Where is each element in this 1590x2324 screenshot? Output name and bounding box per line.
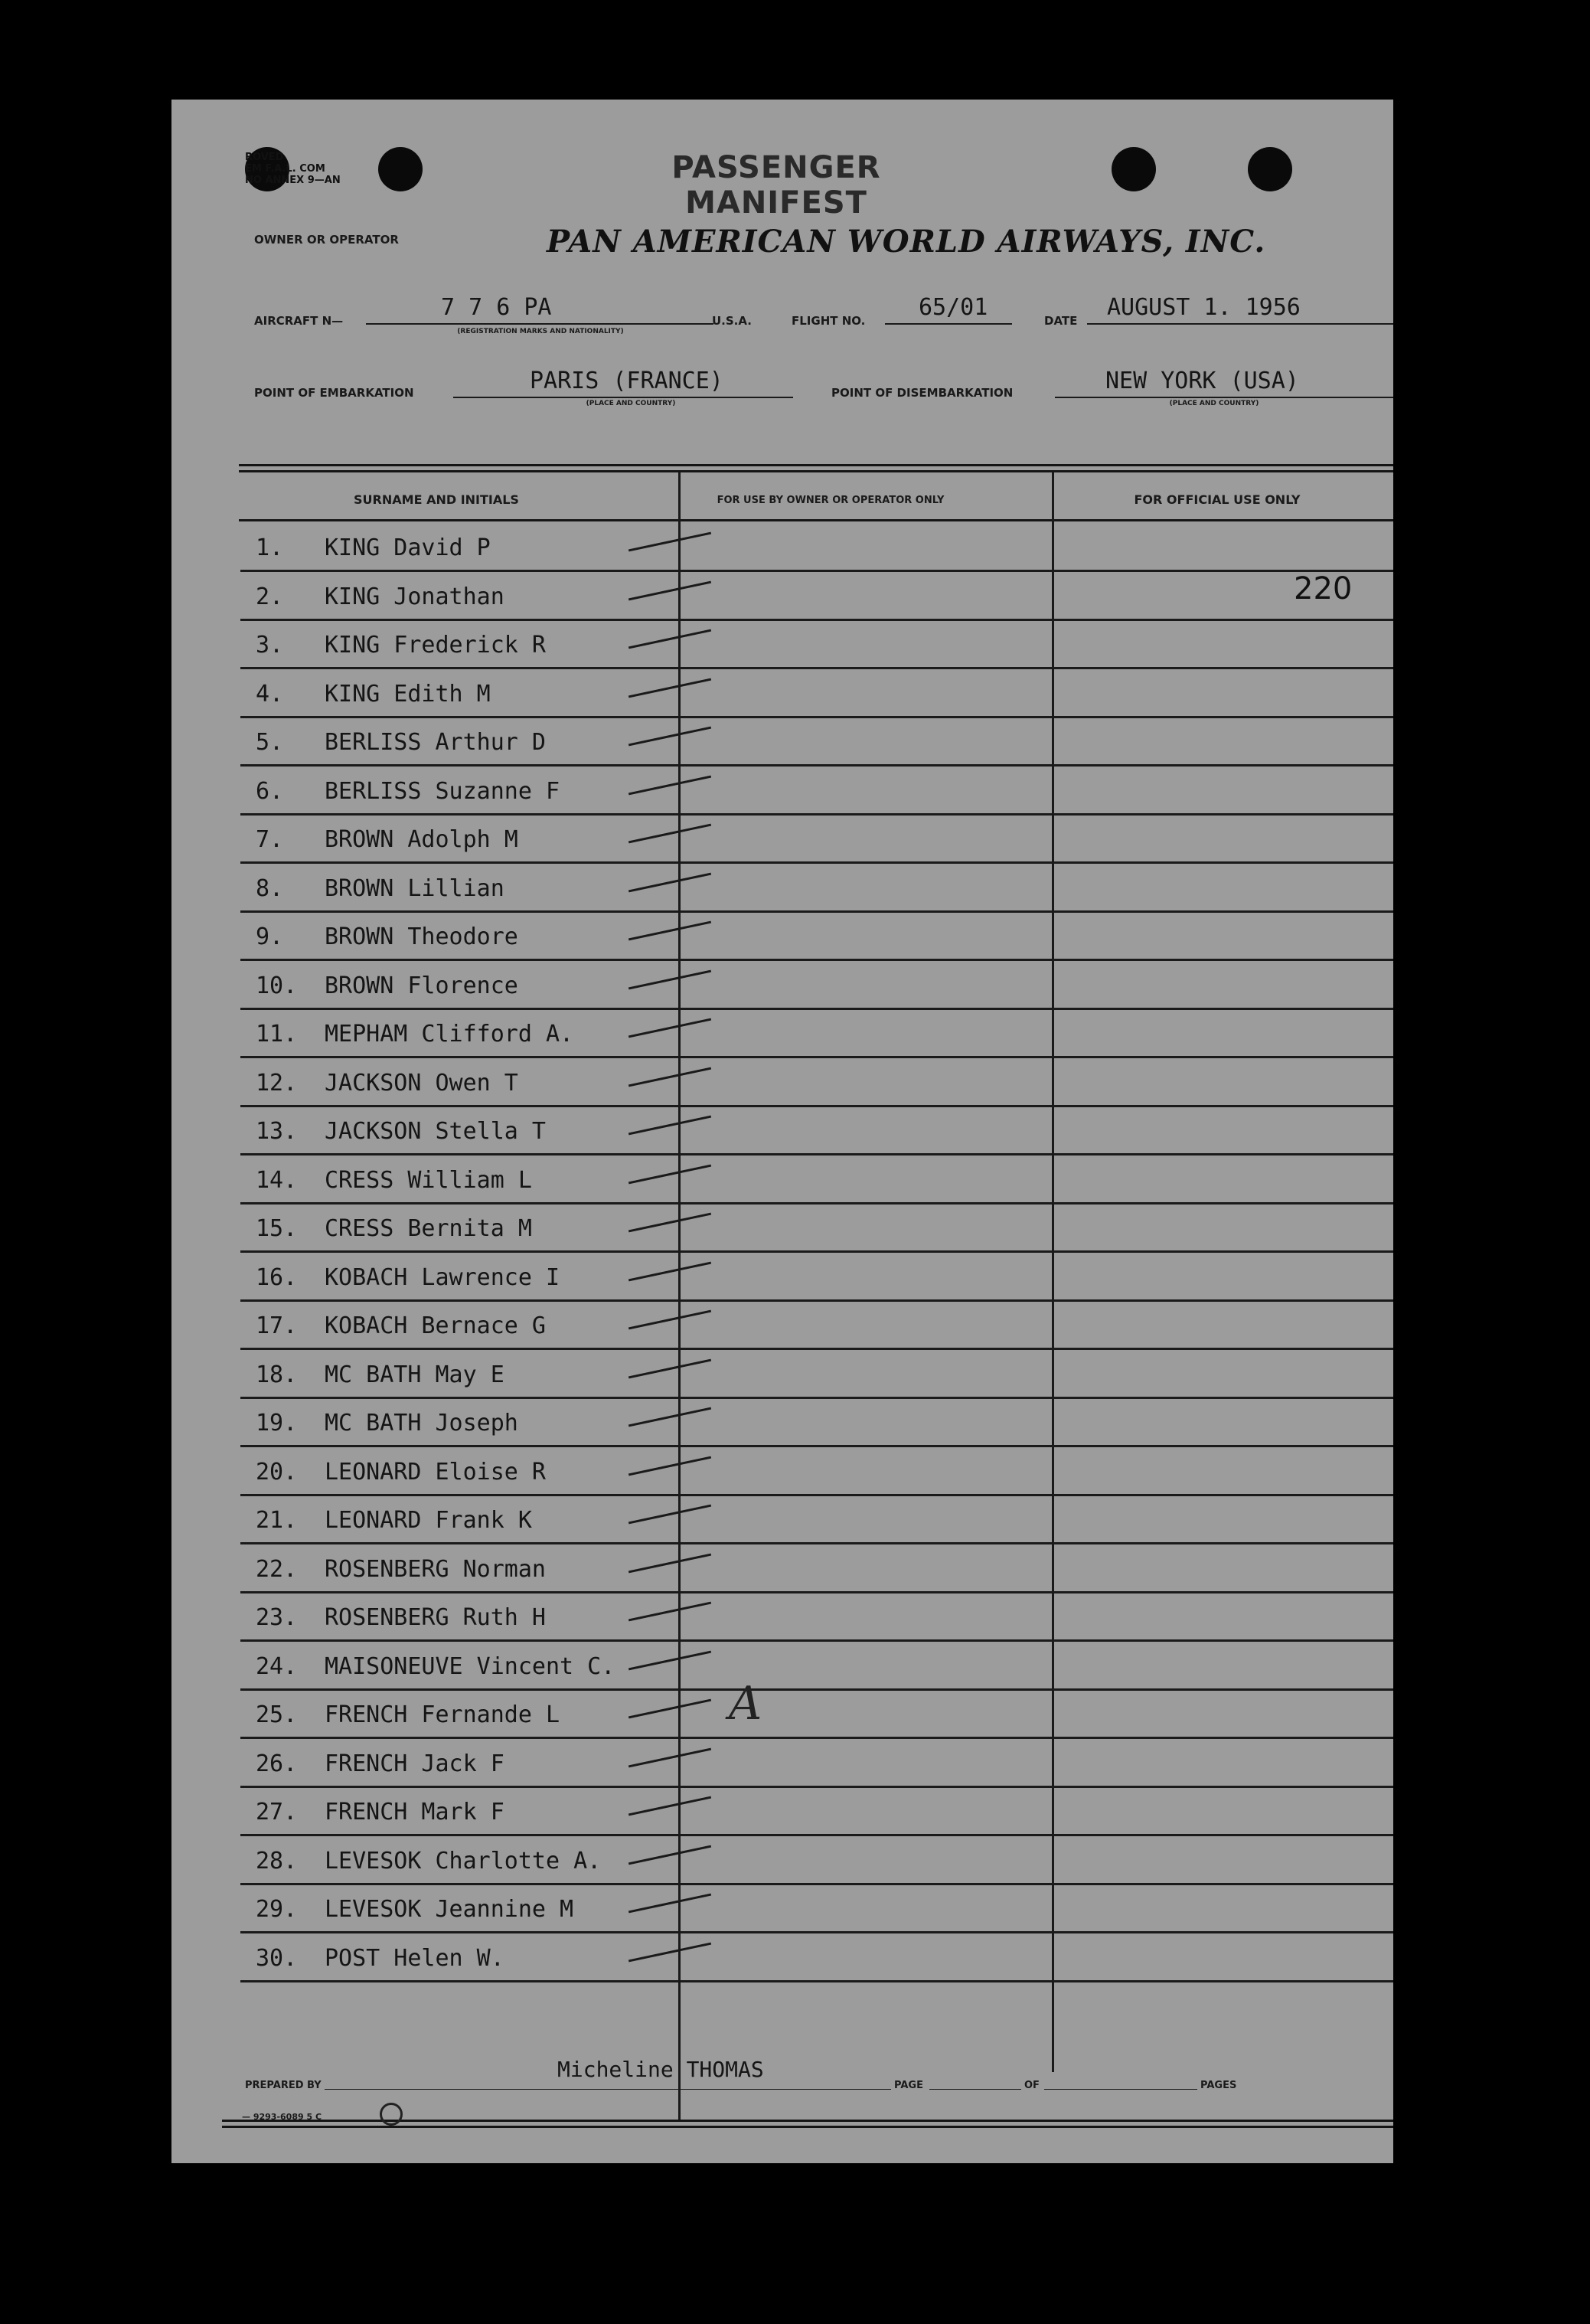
table-row (240, 718, 1393, 766)
approval-stamp: ROVED EM F.A.L. COM NO ANNEX 9—AN (245, 152, 341, 186)
embarkation-underline (453, 397, 793, 398)
passenger-name: BROWN Lillian (325, 874, 504, 902)
owner-label: OWNER OR OPERATOR (254, 233, 399, 247)
passenger-number: 22. (256, 1555, 298, 1583)
table-row (240, 573, 1393, 621)
check-mark (628, 1067, 711, 1087)
passenger-number: 27. (256, 1799, 298, 1826)
passenger-number: 23. (256, 1604, 298, 1631)
table-row (240, 1351, 1393, 1399)
passenger-name: MC BATH Joseph (325, 1410, 518, 1437)
check-mark (628, 1602, 711, 1622)
check-mark (628, 678, 711, 698)
passenger-number: 3. (256, 632, 284, 659)
table-row (240, 670, 1393, 718)
passenger-number: 25. (256, 1701, 298, 1728)
table-row (240, 1010, 1393, 1058)
passenger-number: 17. (256, 1312, 298, 1339)
passenger-number: 30. (256, 1944, 298, 1972)
check-mark (628, 1894, 711, 1914)
passenger-name: BROWN Theodore (325, 923, 518, 950)
table-row (240, 1059, 1393, 1107)
date-label: DATE (1044, 314, 1078, 328)
passenger-number: 4. (256, 680, 284, 708)
passenger-name: KOBACH Bernace G (325, 1312, 546, 1339)
aircraft-sublabel: (REGISTRATION MARKS AND NATIONALITY) (457, 328, 624, 335)
prepared-by-value: Micheline THOMAS (557, 2057, 764, 2082)
passenger-name: LEVESOK Charlotte A. (325, 1847, 602, 1875)
check-mark (628, 1261, 711, 1281)
passenger-number: 1. (256, 534, 284, 561)
passenger-name: CRESS William L (325, 1166, 532, 1194)
check-mark (628, 629, 711, 649)
passenger-number: 2. (256, 583, 284, 610)
table-row (240, 1642, 1393, 1691)
passenger-number: 26. (256, 1750, 298, 1777)
handwritten-mark: A (729, 1677, 762, 1731)
passenger-name: JACKSON Stella T (325, 1118, 546, 1145)
table-row (240, 1788, 1393, 1836)
check-mark (628, 1650, 711, 1670)
printer-emblem-icon (380, 2103, 403, 2126)
passenger-name: FRENCH Mark F (325, 1799, 504, 1826)
header-rule (239, 464, 1393, 466)
table-row (240, 1691, 1393, 1739)
table-row (240, 1545, 1393, 1593)
disembarkation-underline (1055, 397, 1393, 398)
passenger-name: JACKSON Owen T (325, 1069, 518, 1097)
table-row (240, 962, 1393, 1010)
passenger-name: CRESS Bernita M (325, 1215, 532, 1242)
check-mark (628, 727, 711, 747)
date-value: AUGUST 1. 1956 (1107, 294, 1301, 321)
check-mark (628, 1164, 711, 1184)
passenger-name: BROWN Adolph M (325, 826, 518, 853)
column-header-official: FOR OFFICIAL USE ONLY (1134, 492, 1301, 507)
check-mark (628, 1796, 711, 1816)
header-rule (239, 519, 1393, 521)
table-row (240, 1107, 1393, 1155)
embarkation-sublabel: (PLACE AND COUNTRY) (586, 400, 676, 407)
check-mark (628, 1699, 711, 1719)
table-row (240, 767, 1393, 816)
passenger-number: 28. (256, 1847, 298, 1875)
page-underline (929, 2089, 1021, 2090)
passenger-number: 19. (256, 1410, 298, 1437)
passenger-number: 7. (256, 826, 284, 853)
page-label: PAGE (894, 2080, 923, 2091)
embarkation-label: POINT OF EMBARKATION (254, 386, 414, 400)
company-name: PAN AMERICAN WORLD AIRWAYS, INC. (547, 224, 1266, 260)
passenger-number: 11. (256, 1021, 298, 1048)
disembarkation-label: POINT OF DISEMBARKATION (831, 386, 1014, 400)
aircraft-underline (366, 323, 713, 325)
flight-label: FLIGHT NO. (792, 314, 866, 328)
passenger-number: 24. (256, 1652, 298, 1680)
passenger-name: KING David P (325, 534, 491, 561)
check-mark (628, 1358, 711, 1378)
punch-hole (1112, 147, 1156, 191)
aircraft-label: AIRCRAFT N— (254, 314, 344, 328)
passenger-name: POST Helen W. (325, 1944, 504, 1972)
header-rule (239, 470, 1393, 472)
passenger-name: KING Edith M (325, 680, 491, 708)
table-row (240, 1837, 1393, 1885)
usa-label: U.S.A. (712, 314, 752, 328)
passenger-number: 12. (256, 1069, 298, 1097)
table-row (240, 524, 1393, 572)
check-mark (628, 532, 711, 552)
passenger-name: FRENCH Fernande L (325, 1701, 560, 1728)
check-mark (628, 872, 711, 892)
table-row (240, 913, 1393, 961)
form-code: — 9293-6089 5 C (242, 2112, 322, 2122)
aircraft-value: 7 7 6 PA (441, 294, 552, 321)
passenger-name: BROWN Florence (325, 972, 518, 999)
check-mark (628, 1845, 711, 1865)
column-header-owner: FOR USE BY OWNER OR OPERATOR ONLY (717, 495, 945, 506)
check-mark (628, 1505, 711, 1525)
passenger-number: 15. (256, 1215, 298, 1242)
table-row (240, 816, 1393, 864)
check-mark (628, 1942, 711, 1962)
of-label: OF (1024, 2080, 1040, 2091)
check-mark (628, 1018, 711, 1038)
passenger-name: LEONARD Frank K (325, 1507, 532, 1534)
passenger-name: KING Frederick R (325, 632, 546, 659)
table-row (240, 1496, 1393, 1544)
check-mark (628, 580, 711, 600)
passenger-number: 5. (256, 729, 284, 756)
check-mark (628, 1407, 711, 1427)
passenger-name: KING Jonathan (325, 583, 504, 610)
table-row (240, 1399, 1393, 1447)
passenger-name: FRENCH Jack F (325, 1750, 504, 1777)
check-mark (628, 921, 711, 941)
prepared-by-label: PREPARED BY (245, 2080, 322, 2091)
table-row (240, 1204, 1393, 1253)
table-row (240, 1302, 1393, 1350)
passenger-name: MEPHAM Clifford A. (325, 1021, 574, 1048)
table-row (240, 1593, 1393, 1642)
passenger-number: 14. (256, 1166, 298, 1194)
table-row (240, 1934, 1393, 1982)
check-mark (628, 775, 711, 795)
prepared-by-underline (325, 2089, 891, 2090)
passenger-name: KOBACH Lawrence I (325, 1263, 560, 1291)
flight-underline (885, 323, 1012, 325)
check-mark (628, 1310, 711, 1330)
passenger-name: MC BATH May E (325, 1361, 504, 1388)
passenger-number: 13. (256, 1118, 298, 1145)
date-underline (1087, 323, 1393, 325)
table-row (240, 621, 1393, 669)
passenger-name: MAISONEUVE Vincent C. (325, 1652, 615, 1680)
table-row (240, 1740, 1393, 1788)
passenger-name: BERLISS Suzanne F (325, 777, 560, 805)
check-mark (628, 1456, 711, 1476)
check-mark (628, 1213, 711, 1233)
table-row (240, 1448, 1393, 1496)
check-mark (628, 824, 711, 844)
passenger-name: BERLISS Arthur D (325, 729, 546, 756)
check-mark (628, 1553, 711, 1573)
passenger-name: ROSENBERG Norman (325, 1555, 546, 1583)
passenger-number: 10. (256, 972, 298, 999)
official-note: 220 (1294, 571, 1353, 606)
passenger-name: ROSENBERG Ruth H (325, 1604, 546, 1631)
disembarkation-value: NEW YORK (USA) (1105, 368, 1299, 394)
passenger-name: LEVESOK Jeannine M (325, 1896, 574, 1923)
passenger-number: 8. (256, 874, 284, 902)
check-mark (628, 1116, 711, 1136)
passenger-number: 18. (256, 1361, 298, 1388)
punch-hole (1248, 147, 1292, 191)
punch-hole (378, 147, 423, 191)
passenger-number: 20. (256, 1458, 298, 1486)
page-title: PASSENGER MANIFEST (671, 150, 881, 221)
table-row (240, 1156, 1393, 1204)
column-header-names: SURNAME AND INITIALS (354, 492, 519, 507)
passenger-number: 29. (256, 1896, 298, 1923)
manifest-sheet (171, 100, 1393, 2163)
pages-label: PAGES (1200, 2080, 1237, 2091)
check-mark (628, 969, 711, 989)
of-underline (1044, 2089, 1197, 2090)
check-mark (628, 1747, 711, 1767)
table-row (240, 1254, 1393, 1302)
table-row (240, 1885, 1393, 1933)
disembarkation-sublabel: (PLACE AND COUNTRY) (1169, 400, 1259, 407)
passenger-number: 16. (256, 1263, 298, 1291)
embarkation-value: PARIS (FRANCE) (530, 368, 723, 394)
passenger-number: 6. (256, 777, 284, 805)
passenger-number: 21. (256, 1507, 298, 1534)
passenger-number: 9. (256, 923, 284, 950)
passenger-name: LEONARD Eloise R (325, 1458, 546, 1486)
row-rule (240, 1980, 1393, 1982)
footer-rule (222, 2126, 1393, 2128)
table-row (240, 865, 1393, 913)
flight-value: 65/01 (919, 294, 988, 321)
